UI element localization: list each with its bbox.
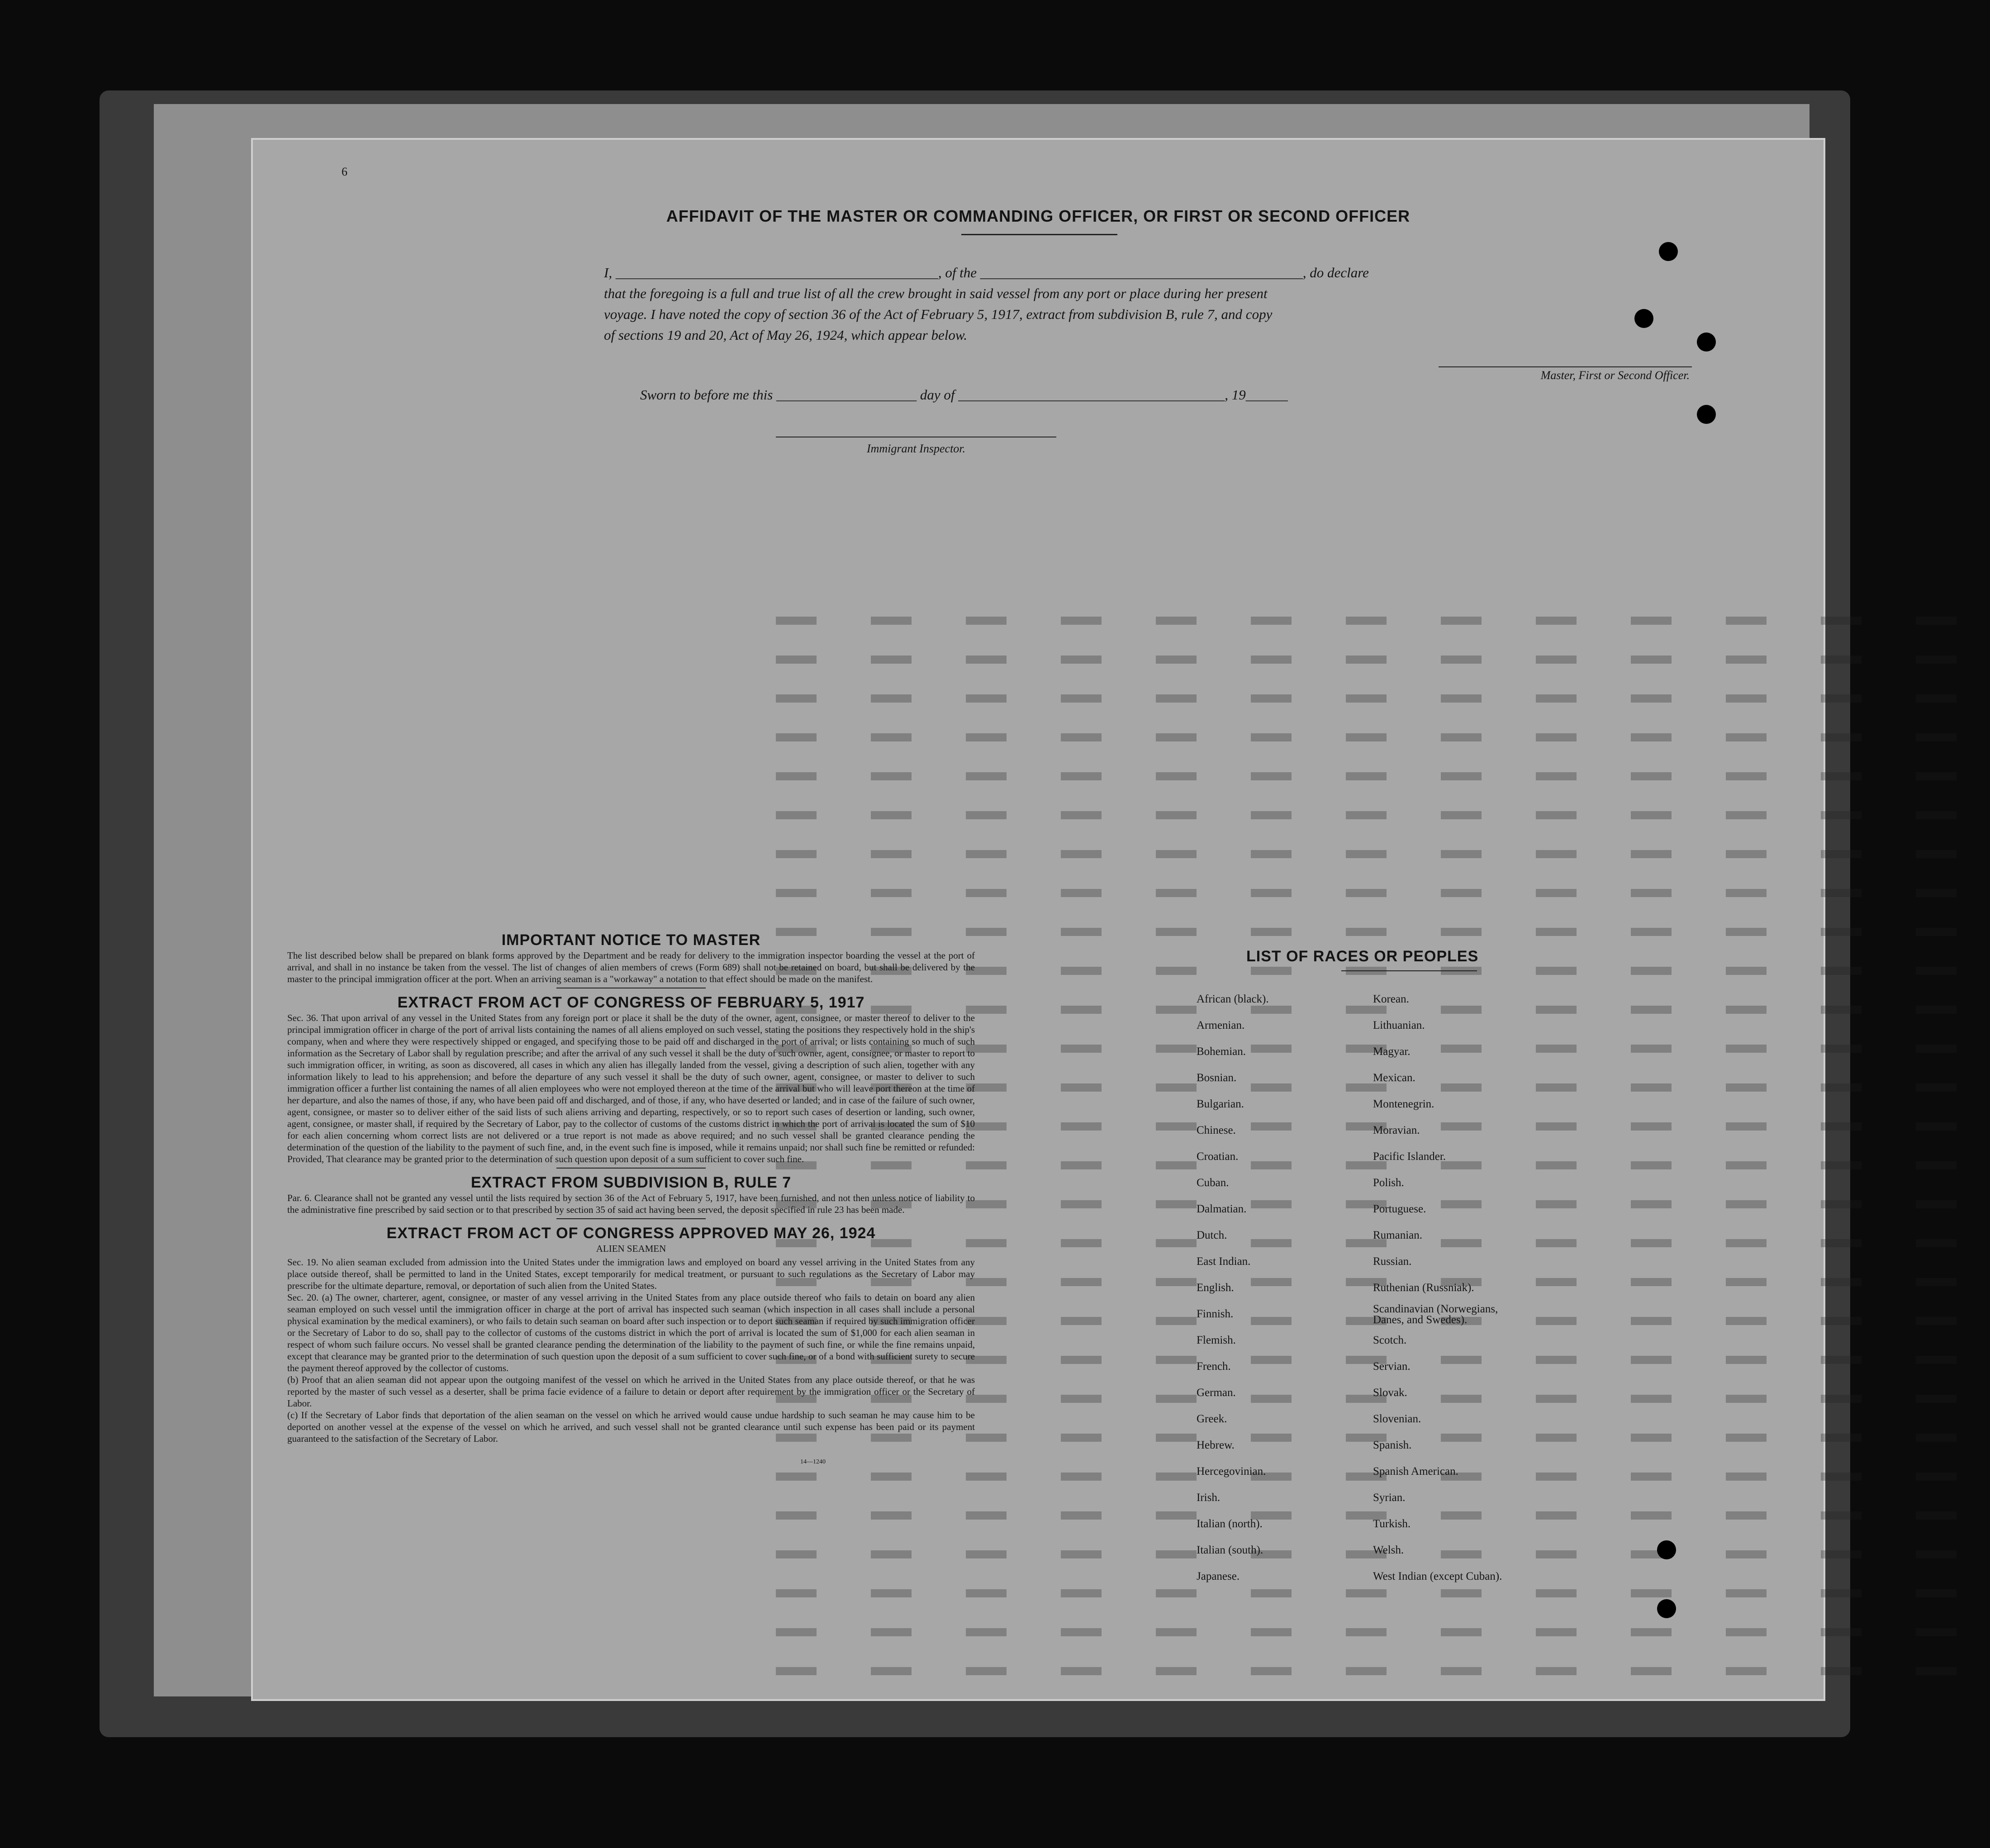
race-item: Russian.	[1373, 1255, 1412, 1268]
race-item: East Indian.	[1197, 1255, 1251, 1268]
races-left-column	[1197, 986, 1387, 1590]
race-item: Turkish.	[1373, 1518, 1411, 1530]
race-item: Ruthenian (Russniak).	[1373, 1282, 1474, 1294]
race-item: Dutch.	[1197, 1229, 1227, 1241]
race-item: Finnish.	[1197, 1308, 1234, 1320]
races-title: LIST OF RACES OR PEOPLES	[1246, 948, 1479, 965]
race-item: Bohemian.	[1197, 1045, 1246, 1058]
race-item: Bulgarian.	[1197, 1098, 1244, 1110]
race-item: Greek.	[1197, 1413, 1227, 1425]
race-item: Scandinavian (Norwegians, Danes, and Swedes).	[1373, 1303, 1498, 1326]
declaration-line-2: that the foregoing is a full and true list of all the crew brought in said vessel from any port or place during her present	[604, 285, 1268, 301]
race-item: Croatian.	[1197, 1150, 1239, 1163]
race-item: Welsh.	[1373, 1544, 1404, 1556]
race-item: African (black).	[1197, 993, 1269, 1005]
race-item: Portuguese.	[1373, 1203, 1426, 1215]
divider	[556, 1218, 706, 1219]
sworn-statement: Sworn to before me this ____________________ day of ______________________________________, 19______	[640, 387, 1288, 403]
act-1917-heading: EXTRACT FROM ACT OF CONGRESS OF FEBRUARY 5, 1917	[397, 994, 865, 1011]
act-1924-sec20b: (b) Proof that an alien seaman did not appear upon the outgoing manifest of the vessel on which he arrived in the United States from any place outside thereof, or that he was reported by the master of such vessel as a deserter, shall be prima facie evidence of a failure to detain or deport after requirement by the immigration officer or the Secretary of Labor.	[287, 1374, 975, 1409]
act-1924-sec19: Sec. 19. No alien seaman excluded from admission into the United States under the immigration laws and employed on board any vessel arriving in the United States from any place outside thereof, shall be permitted to land in the United States, except temporarily for medical treatment, or pursuant to such regulations as the Secretary of Labor may prescribe for the ultimate departure, removal, or deportation of such alien from the United States.	[287, 1257, 975, 1291]
notice-heading: IMPORTANT NOTICE TO MASTER	[501, 931, 761, 949]
title-rule	[961, 234, 1117, 235]
race-item: Japanese.	[1197, 1570, 1240, 1582]
race-item: Italian (north).	[1197, 1518, 1263, 1530]
race-item: Hebrew.	[1197, 1439, 1235, 1451]
race-item: Korean.	[1373, 993, 1409, 1005]
legal-notices	[287, 931, 975, 1468]
affidavit-declaration	[604, 262, 1672, 346]
race-item: Armenian.	[1197, 1019, 1245, 1031]
declaration-line-1: I, ______________________________________________, of the ______________________________________________, do declare	[604, 265, 1369, 280]
signature-line	[1439, 366, 1692, 367]
divider	[556, 1168, 706, 1169]
race-item: Hercegovinian.	[1197, 1465, 1266, 1477]
punch-hole	[1697, 333, 1716, 352]
manifest-page	[251, 138, 1825, 1701]
race-item: West Indian (except Cuban).	[1373, 1570, 1502, 1582]
declaration-line-4: of sections 19 and 20, Act of May 26, 1924, which appear below.	[604, 327, 968, 343]
race-item: Montenegrin.	[1373, 1098, 1434, 1110]
race-item: Dalmatian.	[1197, 1203, 1247, 1215]
declaration-line-3: voyage. I have noted the copy of section 36 of the Act of February 5, 1917, extract from subdivision B, rule 7, and copy	[604, 306, 1273, 322]
act-1917-body: Sec. 36. That upon arrival of any vessel in the United States from any foreign port or place it shall be the duty of the owner, agent, consignee, or master thereof to deliver to the principal immigration officer in charge of the port of arrival lists containing the names of all aliens employed on such vessel, stating the positions they respectively hold in the ship's company, when and where they were respectively shipped or engaged, and specifying those to be paid off and discharged in the port of arrival; or lists containing so much of such information as the Secretary of Labor shall by regulation prescribe; and after the arrival of any such vessel it shall be the duty of such owner, agent, consignee, or master to report to such immigration officer, in writing, as soon as discovered, all cases in which any alien has illegally landed from the vessel, giving a description of such alien, together with any information likely to lead to his apprehension; and before the departure of any such vessel it shall be the duty of such owner, agent, consignee, or master to deliver to such immigration officer a further list containing the names of all alien employees who were not employed thereon at the time of the arrival but who will leave port thereon at the time of her departure, and also the names of those, if any, who have been paid off and discharged, and of those, if any, who have deserted or landed; and in case of the failure of such owner, agent, consignee, or master so to deliver either of the said lists of such aliens arriving and departing, respectively, or so to report such cases of desertion or landing, such owner, agent, consignee, or master shall, if required by the Secretary of Labor, pay to the collector of customs of the customs district in which the port of arrival is located the sum of $10 for each alien concerning whom correct lists are not delivered or a true report is not made as above required; and no such vessel shall be granted clearance pending the determination of the question of the liability to the payment of such fine, and, in the event such fine is imposed, while it remains unpaid; nor shall such fine be remitted or refunded: Provided, That clearance may be granted prior to the determination of such question upon deposit of a sum sufficient to cover such fine.	[287, 1012, 975, 1164]
rule-7-heading: EXTRACT FROM SUBDIVISION B, RULE 7	[470, 1174, 792, 1191]
act-1924-subheading: ALIEN SEAMEN	[596, 1243, 666, 1254]
act-1924-heading: EXTRACT FROM ACT OF CONGRESS APPROVED MAY 26, 1924	[386, 1225, 876, 1242]
race-item: Italian (south).	[1197, 1544, 1263, 1556]
inspector-label: Immigrant Inspector.	[866, 442, 966, 455]
race-item: German.	[1197, 1387, 1236, 1399]
race-item: Spanish American.	[1373, 1465, 1458, 1477]
race-item: French.	[1197, 1360, 1231, 1373]
race-item: Pacific Islander.	[1373, 1150, 1446, 1163]
act-1924-sec20a: Sec. 20. (a) The owner, charterer, agent, consignee, or master of any vessel arriving in the United States from any place outside thereof who fails to detain on board any alien seaman employed on such vessel until the immigration officer in charge at the port of arrival has inspected such seaman (which inspection in all cases shall include a personal physical examination by the medical examiners), or who fails to detain such seaman on board after such inspection or to deport such seaman if required by such immigration officer or the Secretary of Labor to do so, shall pay to the collector of customs of the customs district in which the port of arrival is located the sum of $1,000 for each alien seaman in respect of whom such failure occurs. No vessel shall be granted clearance pending the determination of the liability to the payment of such fine, or while the fine remains unpaid, except that clearance may be granted prior to the determination of such question upon the deposit of a sum sufficient to cover such fine, or of a bond with sufficient surety to secure the payment thereof approved by the collector of customs.	[287, 1292, 975, 1373]
affidavit-title: AFFIDAVIT OF THE MASTER OR COMMANDING OFFICER, OR FIRST OR SECOND OFFICER	[666, 207, 1411, 225]
page-number: 6	[342, 165, 347, 178]
race-item: Bosnian.	[1197, 1072, 1237, 1084]
race-item: Mexican.	[1373, 1072, 1415, 1084]
punch-hole	[1697, 405, 1716, 424]
act-1924-sec20c: (c) If the Secretary of Labor finds that deportation of the alien seaman on the vessel on which he arrived would cause undue hardship to such seaman he may cause him to be deported on another vessel at the expense of the vessel on which he arrived, and such vessel shall not be granted clearance until such expense has been paid or its payment guaranteed to the satisfaction of the Secretary of Labor.	[287, 1410, 975, 1444]
races-right-column	[1373, 986, 1563, 1590]
race-item: Magyar.	[1373, 1045, 1411, 1058]
race-item: Servian.	[1373, 1360, 1411, 1373]
punch-hole	[1657, 1599, 1676, 1618]
race-item: Spanish.	[1373, 1439, 1412, 1451]
punch-hole	[1659, 242, 1678, 261]
race-item: English.	[1197, 1282, 1234, 1294]
race-item: Lithuanian.	[1373, 1019, 1425, 1031]
rule-7-body: Par. 6. Clearance shall not be granted any vessel until the lists required by section 36 of the Act of February 5, 1917, have been furnished, and not then unless notice of liability to the administrative fine prescribed by said section or to that prescribed by section 35 of said act having been served, the deposit specified in rule 23 has been made.	[287, 1192, 975, 1215]
race-item: Chinese.	[1197, 1124, 1236, 1136]
race-item: Flemish.	[1197, 1334, 1236, 1346]
race-item: Moravian.	[1373, 1124, 1420, 1136]
race-item: Irish.	[1197, 1492, 1221, 1504]
race-item: Cuban.	[1197, 1177, 1229, 1189]
race-item: Slovak.	[1373, 1387, 1407, 1399]
punch-hole	[1657, 1540, 1676, 1559]
race-item: Rumanian.	[1373, 1229, 1423, 1241]
race-item: Polish.	[1373, 1177, 1404, 1189]
form-number: 14—1240	[800, 1458, 826, 1465]
signature-label: Master, First or Second Officer.	[1540, 369, 1690, 382]
races-rule	[1341, 970, 1477, 971]
race-item: Syrian.	[1373, 1492, 1406, 1504]
race-item: Slovenian.	[1373, 1413, 1421, 1425]
race-item: Scotch.	[1373, 1334, 1407, 1346]
notice-body: The list described below shall be prepared on blank forms approved by the Department and be ready for delivery to the immigration inspector boarding the vessel at the port of arrival, and shall in no instance be taken from the vessel. The list of changes of alien members of crews (Form 689) shall not be retained on board, but shall be delivered by the master to the principal immigration officer at the port. When an arriving seaman is a "workaway" a notation to that effect should be made on the manifest.	[287, 950, 975, 984]
